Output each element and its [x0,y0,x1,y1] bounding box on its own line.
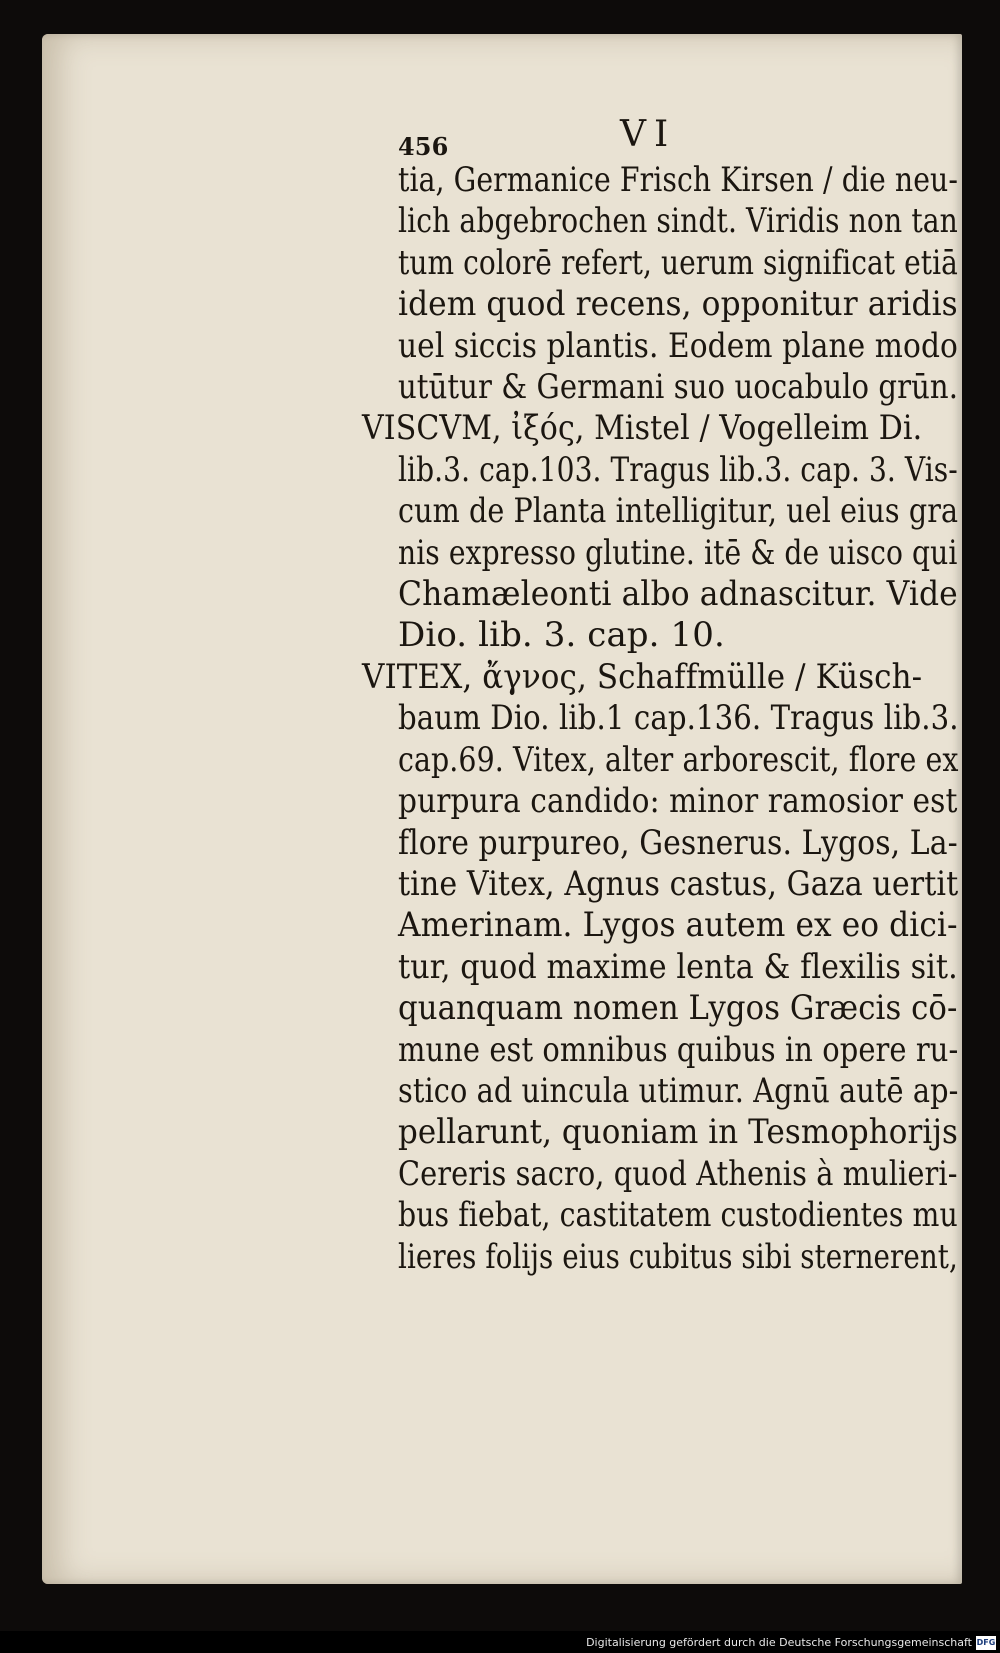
text-line: pellarunt, quoniam in Tesmophorijs [398,1112,958,1153]
entry-heading-line: VISCVM, ἰξός, Mistel / Vogelleim Di. [362,408,923,449]
text-line: purpura candido: minor ramosior est [398,781,958,822]
text-line: tine Vitex, Agnus castus, Gaza uertit [398,863,959,904]
page-text [362,114,959,1278]
entry-heading-line: VITEX, ἄγνος, Schaffmülle / Küsch‑ [362,656,923,697]
text-line: quanquam nomen Lygos Græcis cō‑ [398,988,958,1029]
footer-bar [0,1631,1000,1653]
text-line: Amerinam. Lygos autem ex eo dici‑ [398,905,958,946]
text-line: idem quod recens, opponitur aridis [398,284,958,325]
text-line: stico ad uincula utimur. Agnū autē ap‑ [398,1070,959,1111]
text-line: nis expresso glutine. itē & de uisco qui [398,532,958,573]
text-line: flore purpureo, Gesnerus. Lygos, La‑ [398,822,958,863]
text-line: cap.69. Vitex, alter arborescit, flore ex [398,739,959,780]
text-line: lich abgebrochen sindt. Viridis non tan [398,201,958,242]
text-line: uel siccis plantis. Eodem plane modo [398,325,958,366]
text-line: tum colorē refert, uerum significat etiā [398,242,958,283]
text-line: Cereris sacro, quod Athenis à mulieri‑ [398,1153,958,1194]
text-line: mune est omnibus quibus in opere ru‑ [398,1029,959,1070]
running-head: VI [620,114,677,155]
text-line: tia, Germanice Frisch Kirsen / die neu‑ [398,160,958,200]
text-line: bus fiebat, castitatem custodientes mu [398,1195,958,1236]
text-line: cum de Planta intelligitur, uel eius gra [398,491,959,532]
text-line: lib.3. cap.103. Tragus lib.3. cap. 3. Vis‑ [398,449,958,490]
text-line: lieres folijs eius cubitus sibi sternerent, [398,1236,958,1277]
page-number: 456 [398,132,449,161]
text-line: Chamæleonti albo adnascitur. Vide [398,574,958,615]
funding-note: Digitalisierung gefördert durch die Deutsche Forschungsgemeinschaft [586,1636,972,1649]
text-line: baum Dio. lib.1 cap.136. Tragus lib.3. [398,698,959,739]
dfg-logo: DFG [976,1636,996,1650]
text-line: tur, quod maxime lenta & flexilis sit. [398,946,958,987]
text-line: utūtur & Germani suo uocabulo grūn. [398,367,959,408]
text-line: Dio. lib. 3. cap. 10. [398,615,725,656]
page-header [398,114,958,160]
